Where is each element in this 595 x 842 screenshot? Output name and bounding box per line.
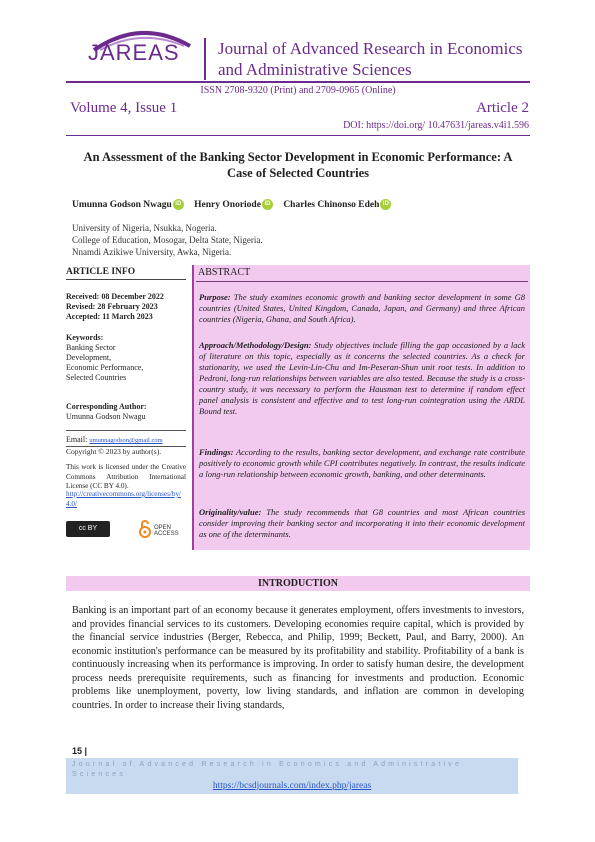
author-list <box>72 199 399 210</box>
journal-logo: JAREAS <box>88 40 180 65</box>
abstract-heading: ABSTRACT <box>198 267 251 278</box>
info-divider <box>66 430 186 431</box>
page-number: 15 | <box>72 746 88 756</box>
open-access-icon <box>138 519 152 539</box>
license-text: This work is licensed under the Creative Commons Attribution International License (CC BY 4.0). <box>66 463 186 490</box>
introduction-heading: INTRODUCTION <box>66 576 530 591</box>
findings-text: According to the results, banking sector development, and exchange rate contribute positively to economic growth while CPI contributes negatively. In contrast, the results indicate a long-run relationship between economic growth, banking, and other determinants. <box>199 447 525 479</box>
purpose-text: The study examines economic growth and banking sector development in some G8 countries (United States, United Kingdom, Canada, Japan, and Germany) and three African countries (Nigeria, Ghana, and South Africa). <box>199 292 525 324</box>
journal-name: Journal of Advanced Research in Economics and Administrative Sciences <box>218 39 523 79</box>
abstract-purpose <box>199 292 525 325</box>
license-badges <box>66 519 186 541</box>
article-dates <box>66 292 190 322</box>
approach-text: Study objectives include filling the gap occasioned by a lack of literature on this topic, especially as it concerns the selected countries. As a check for stationarity, we used the Levin-Lin-Chu and Im-Peseran-Shun unit root tests. In addition to Pedroni, long-run relationships between variables are also tested. Because the study is a cross-country study, it was necessary to perform the Hausman test to determine if random effect panel analysis is consistent and effective and to test long-run cointegration using the ARDL Bound test. <box>199 340 526 416</box>
header-rule-lower <box>66 135 530 136</box>
corresponding-block <box>66 402 190 422</box>
footer-journal-name: Journal of Advanced Research in Economics and Administrative Sciences <box>72 761 463 778</box>
orcid-icon[interactable]: iD <box>380 199 391 210</box>
originality-label: Originality/value: <box>199 507 262 517</box>
author-name: Charles Chinonso Edeh <box>283 200 380 210</box>
affiliation: University of Nigeria, Nsukka, Nogeria. <box>72 223 217 233</box>
affiliations <box>72 222 263 258</box>
corresponding-author: Umunna Godson Nwagu <box>66 412 146 421</box>
email-label: Email: <box>66 435 88 444</box>
keyword: Selected Countries <box>66 373 127 382</box>
corresponding-label: Corresponding Author: <box>66 402 147 411</box>
paper-title: An Assessment of the Banking Sector Development in Economic Performance: A Case of Selected Countries <box>83 150 513 180</box>
abstract-originality <box>199 507 525 540</box>
article-info-heading: ARTICLE INFO <box>66 267 186 280</box>
cc-by-badge[interactable]: cc BY <box>66 521 110 537</box>
email-link[interactable]: umunnagodson@gmail.com <box>89 437 163 444</box>
approach-label: Approach/Methodology/Design: <box>199 340 312 350</box>
received-date: Received: 08 December 2022 <box>66 292 164 301</box>
keywords-label: Keywords: <box>66 333 104 342</box>
footer-journal-link[interactable]: https://bcsdjournals.com/index.php/jareas <box>212 781 372 791</box>
findings-label: Findings: <box>199 447 234 457</box>
affiliation: Nnamdi Azikiwe University, Awka, Nigeria. <box>72 247 232 257</box>
article-number: Article 2 <box>476 100 529 116</box>
orcid-icon[interactable]: iD <box>173 199 184 210</box>
accepted-date: Accepted: 11 March 2023 <box>66 312 153 321</box>
keyword: Economic Performance, <box>66 363 144 372</box>
open-access-label: OPEN ACCESS <box>154 525 179 537</box>
revised-date: Revised: 28 February 2023 <box>66 302 158 311</box>
originality-text: The study recommends that G8 countries and most African countries consider improving their banking sector and incorporating it into their economic development as one of the determinants. <box>199 507 526 539</box>
author-name: Umunna Godson Nwagu <box>72 200 172 210</box>
keywords-block <box>66 333 190 383</box>
abstract-approach <box>199 340 525 417</box>
affiliation: College of Education, Mosogar, Delta State, Nigeria. <box>72 235 263 245</box>
author-name: Henry Onoriode <box>194 200 261 210</box>
purpose-label: Purpose: <box>199 292 231 302</box>
abstract-rule <box>196 281 528 282</box>
orcid-icon[interactable]: iD <box>262 199 273 210</box>
license-link[interactable]: http://creativecommons.org/licenses/by/4.0/ <box>66 490 182 508</box>
keyword: Development, <box>66 353 112 362</box>
copyright: Copyright © 2023 by author(s). <box>66 447 162 456</box>
keyword: Banking Sector <box>66 343 116 352</box>
abstract-findings <box>199 447 525 480</box>
volume-issue: Volume 4, Issue 1 <box>70 100 178 116</box>
issn: ISSN 2708-9320 (Print) and 2709-0965 (Online) <box>200 85 396 96</box>
header-divider <box>204 38 206 80</box>
doi-link[interactable]: DOI: https://doi.org/ 10.47631/jareas.v4i1.596 <box>343 120 529 131</box>
introduction-body: Banking is an important part of an economy because it generates employment, offers investments to investors, and provides financial services to its customers. Developing economies require capital, which is provided by the financial service industries (Berger, Rebecca, and Philip, 1999; Beckett, Paul, and Barry, 2000). An economic institution's performance can be measured by its profitability and stability. Profitability of a bank is continuously increasing when its performance is improving. In order to satisfy human desire, the development process needs prerequisite requirements, such as financing for investments and production. Economic problems like unemployment, poverty, low living standards, and inflation are common in developing countries. In order to increase their living standards, <box>72 605 524 711</box>
header-rule <box>66 81 530 83</box>
email-block <box>66 435 190 446</box>
